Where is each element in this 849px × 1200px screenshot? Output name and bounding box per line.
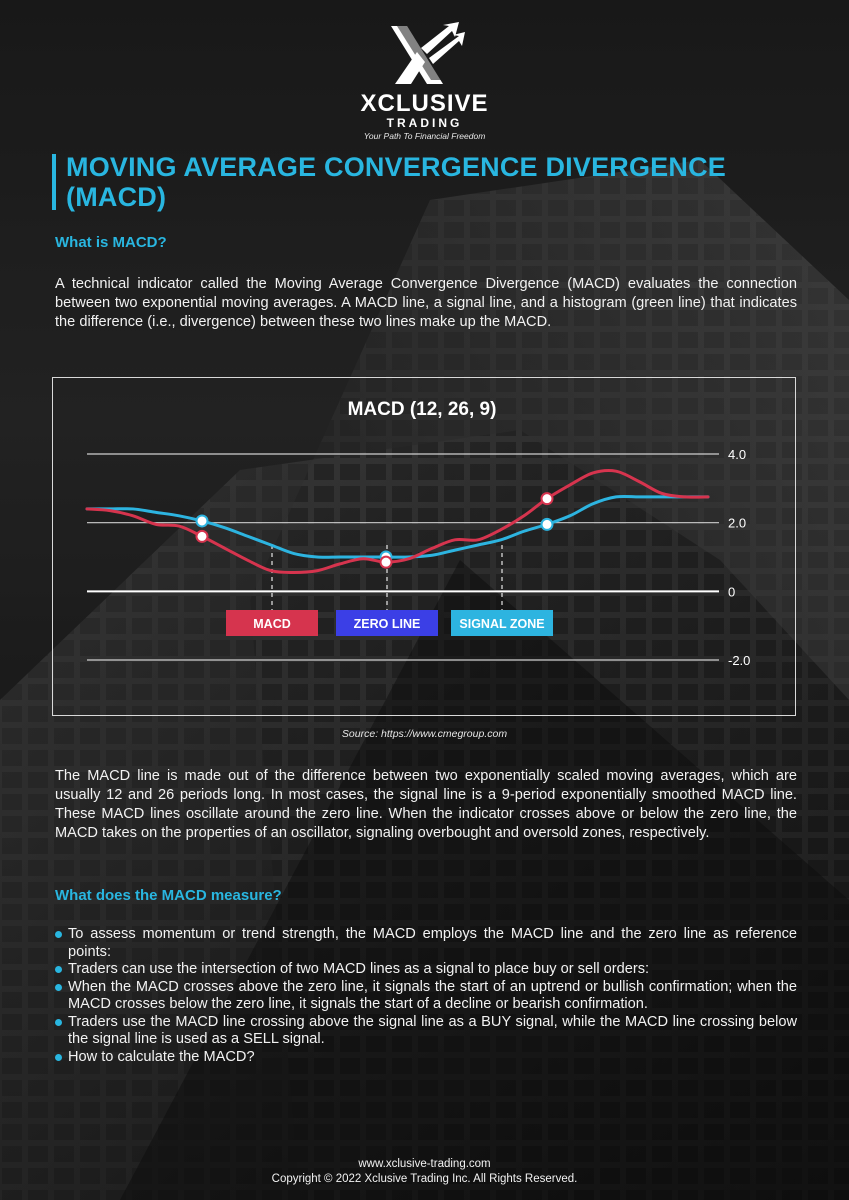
intro-paragraph: A technical indicator called the Moving Average Convergence Divergence (MACD) evaluates the connection between two exponential moving averages. A MACD line, a signal line, and a histogram (green line) that indicates the difference (i.e., divergence) between these two lines make up the MACD. <box>55 276 797 330</box>
brand-tagline: Your Path To Financial Freedom <box>363 131 486 141</box>
chart-title: MACD (12, 26, 9) <box>347 399 497 420</box>
label-tag-text: MACD <box>253 617 291 631</box>
brand-logo <box>0 22 849 141</box>
bullet-text: Traders use the MACD line crossing above the signal line as a BUY signal, while the MACD line crossing below the signal line is used as a SELL signal. <box>68 1013 797 1047</box>
bullet-text: How to calculate the MACD? <box>68 1048 255 1065</box>
bullet-text: Traders can use the intersection of two MACD lines as a signal to place buy or sell orders: <box>68 961 650 977</box>
brand-subtitle: TRADING <box>386 116 463 130</box>
bullet-item <box>55 926 797 961</box>
footer <box>0 1157 849 1187</box>
bullet-text: When the MACD crosses above the zero line, it signals the start of an uptrend or bullish confirmation; when the MACD crosses below the zero line, it signals the start of a decline or bearish confirmation. <box>68 978 797 1012</box>
crossover-marker <box>197 515 208 526</box>
y-tick-label: -2.0 <box>728 653 751 668</box>
bullet-item <box>55 979 797 1014</box>
title-accent-bar <box>52 154 56 210</box>
bullet-dot-icon <box>55 984 62 991</box>
crossover-marker <box>542 519 553 530</box>
crossover-marker <box>542 493 553 504</box>
bullet-item <box>55 961 797 979</box>
section-heading-what-is-macd: What is MACD? <box>55 234 167 251</box>
page-title: MOVING AVERAGE CONVERGENCE DIVERGENCE (MACD) <box>66 152 726 212</box>
macd-chart <box>52 377 796 716</box>
macd-explanation-paragraph: The MACD line is made out of the difference between two exponentially scaled moving averages, which are usually 12 and 26 periods long. In most cases, the signal line is a 9-period exponentially smoothed MACD line. These MACD lines oscillate around the zero line. When the indicator crosses above or below the zero line, the MACD takes on the properties of an oscillator, signaling overbought and oversold zones, respectively. <box>55 768 797 841</box>
section-heading-macd-measure: What does the MACD measure? <box>55 887 282 904</box>
y-tick-label: 0 <box>728 584 736 600</box>
footer-website: www.xclusive-trading.com <box>358 1158 491 1170</box>
label-tag-text: SIGNAL ZONE <box>459 617 545 631</box>
bullet-dot-icon <box>55 1019 62 1026</box>
brand-name: XCLUSIVE <box>360 90 489 117</box>
bullet-item <box>55 1014 797 1049</box>
y-tick-label: 4.0 <box>728 447 747 462</box>
crossover-marker <box>381 557 392 568</box>
bullet-dot-icon <box>55 931 62 938</box>
measure-bullet-list <box>55 926 797 1066</box>
footer-copyright: Copyright © 2022 Xclusive Trading Inc. All Rights Reserved. <box>271 1173 578 1185</box>
label-tag-text: ZERO LINE <box>353 617 421 631</box>
xclusive-x-arrow-icon <box>385 22 465 88</box>
bullet-dot-icon <box>55 966 62 973</box>
bullet-item <box>55 1049 797 1067</box>
chart-source: Source: https://www.cmegroup.com <box>341 728 508 740</box>
y-tick-label: 2.0 <box>728 515 747 531</box>
bullet-dot-icon <box>55 1054 62 1061</box>
bullet-text: To assess momentum or trend strength, the MACD employs the MACD line and the zero line as reference points: <box>68 926 797 960</box>
crossover-marker <box>197 531 208 542</box>
